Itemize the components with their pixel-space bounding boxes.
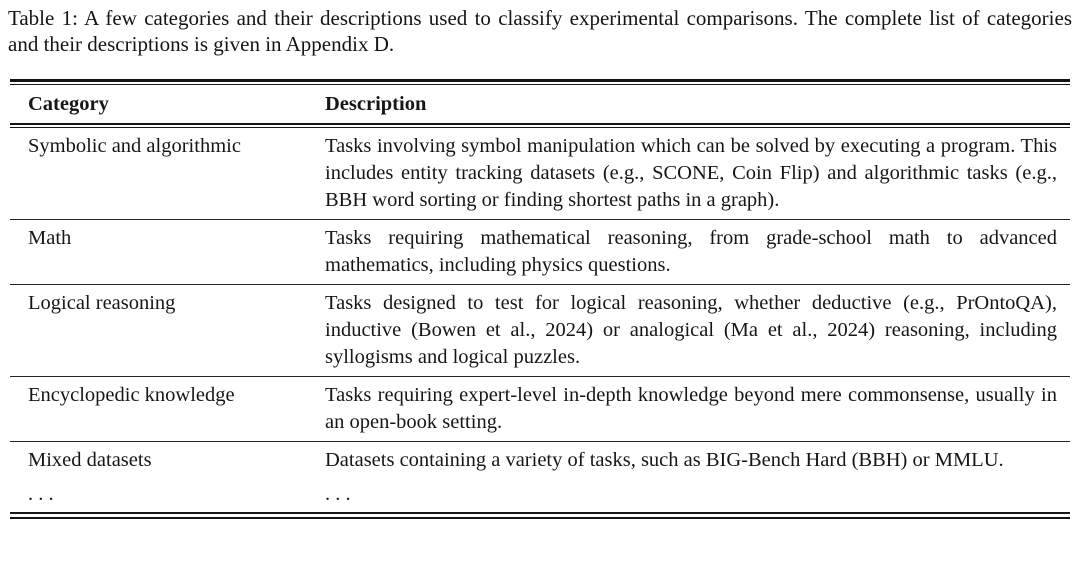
- table-row-encyclopedic-knowledge: [10, 377, 1070, 441]
- table-caption: Table 1: A few categories and their descriptions used to classify experimental comparisons. The complete list of categories and their descriptions is given in Appendix D.: [8, 6, 1072, 56]
- table-row-symbolic-and-algorithmic: [10, 128, 1070, 219]
- description-cell: Tasks requiring expert-level in-depth knowledge beyond mere commonsense, usually in an open-book setting.: [325, 384, 1057, 433]
- description-cell: Tasks designed to test for logical reasoning, whether deductive (e.g., PrOntoQA), inductive (Bowen et al., 2024) or analogical (Ma et al., 2024) reasoning, including syllogisms and logical puzzles.: [325, 292, 1057, 368]
- table-header-row: [10, 85, 1070, 123]
- table-row-ellipsis: [10, 479, 1070, 512]
- category-cell: Symbolic and algorithmic: [28, 135, 241, 157]
- header-description: Description: [325, 93, 427, 115]
- description-cell: Datasets containing a variety of tasks, such as BIG-Bench Hard (BBH) or MMLU.: [325, 449, 1004, 471]
- description-cell: . . .: [325, 483, 351, 505]
- category-cell: Math: [28, 227, 72, 249]
- table-bottom-rule: [10, 512, 1070, 519]
- categories-table: [10, 79, 1070, 519]
- category-cell: Encyclopedic knowledge: [28, 384, 235, 406]
- table-row-mixed-datasets: [10, 442, 1070, 479]
- category-cell: Mixed datasets: [28, 449, 152, 471]
- category-cell: Logical reasoning: [28, 292, 176, 314]
- header-category: Category: [28, 93, 109, 115]
- description-cell: Tasks involving symbol manipulation which can be solved by executing a program. This includes entity tracking datasets (e.g., SCONE, Coin Flip) and algorithmic tasks (e.g., BBH word sorting or finding shortest paths in a graph).: [325, 135, 1057, 211]
- table-row-logical-reasoning: [10, 285, 1070, 376]
- description-cell: Tasks requiring mathematical reasoning, from grade-school math to advanced mathematics, including physics questions.: [325, 227, 1057, 276]
- category-cell: . . .: [28, 483, 54, 505]
- table-row-math: [10, 220, 1070, 284]
